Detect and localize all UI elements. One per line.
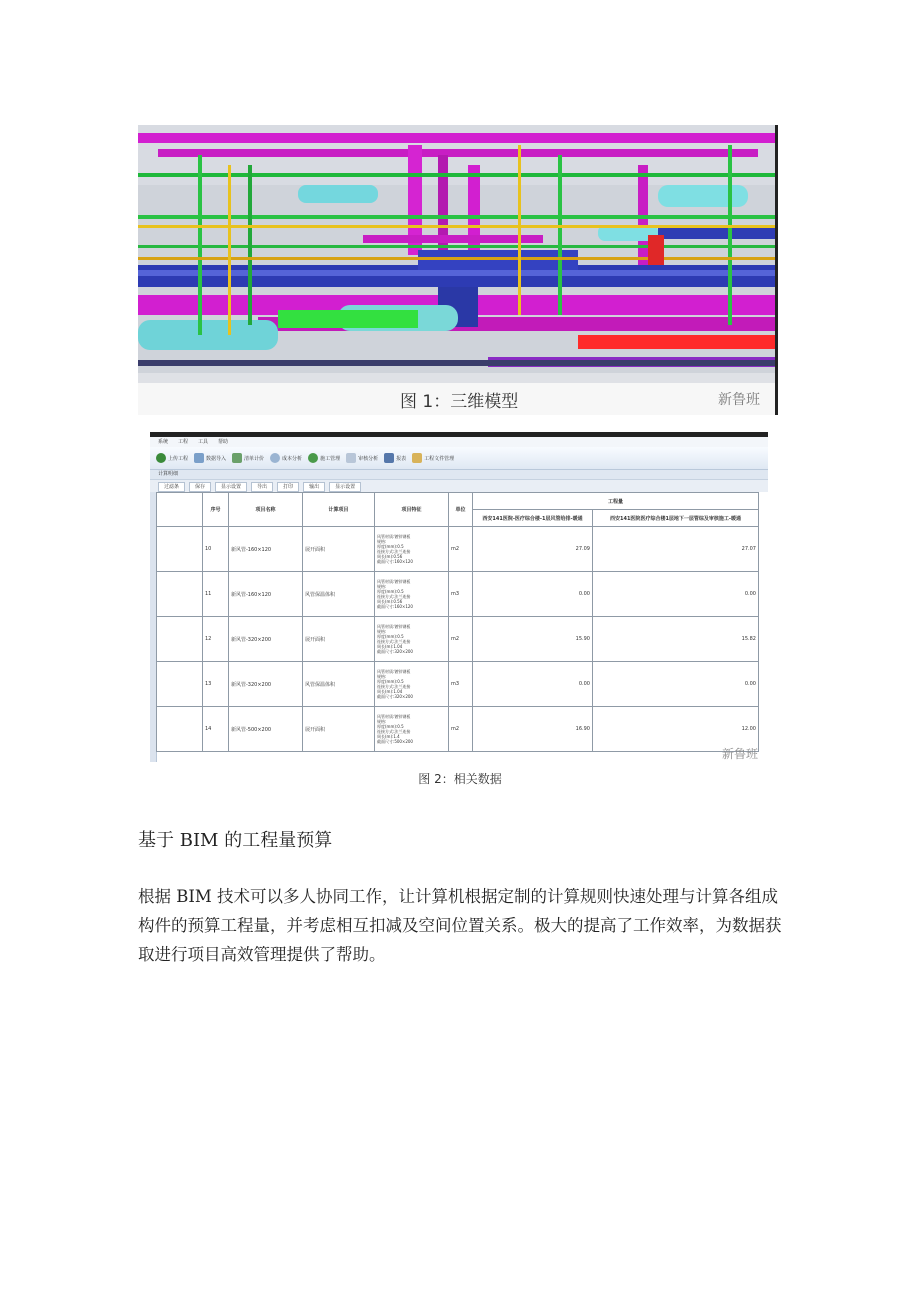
cell-item: 风管保温体积 [303,572,375,617]
cell-no: 11 [203,572,229,617]
cell-no: 14 [203,707,229,752]
cell-no: 12 [203,617,229,662]
cell-unit: m2 [449,527,473,572]
menu-item-project[interactable]: 工程 [178,439,189,445]
report-icon [384,453,394,463]
menu-item-help[interactable]: 帮助 [218,439,229,445]
figure2-caption: 图 2：相关数据 [418,772,502,786]
col-header-name: 项目名称 [229,493,303,527]
cell-item: 展开面积 [303,707,375,752]
pricing-icon [232,453,242,463]
cell-value-2: 0.00 [593,572,759,617]
cell-name: 新风管-160×120 [229,527,303,572]
table-row[interactable] [157,572,759,617]
cell-features: 风管材质:镀锌钢板 规格: 厚度(mm):0.5 连接方式:法兰连接 周长(m):1.4 截面尺寸:500×200 [375,707,449,752]
col-header-unit: 单位 [449,493,473,527]
print-button[interactable]: 打印 [277,482,299,492]
col-header-no: 序号 [203,493,229,527]
cell-name: 新风管-320×200 [229,662,303,707]
menu-bar [150,437,768,447]
section-heading: 基于 BIM 的工程量预算 [138,830,333,851]
search-icon [270,453,280,463]
col-header-features: 项目特征 [375,493,449,527]
cell-unit: m3 [449,662,473,707]
display-settings-button-2[interactable]: 显示设置 [329,482,361,492]
report-button[interactable]: 报表 [384,453,406,463]
cell-value-2: 12.00 [593,707,759,752]
menu-item-tools[interactable]: 工具 [198,439,209,445]
bill-pricing-button[interactable]: 清单计价 [232,453,264,463]
col-header-item: 计算项目 [303,493,375,527]
cell-unit: m2 [449,707,473,752]
export-button[interactable]: 导出 [251,482,273,492]
cell-features: 风管材质:镀锌钢板 规格: 厚度(mm):0.5 连接方式:法兰连接 周长(m):1.04 截面尺寸:320×200 [375,617,449,662]
table-row[interactable] [157,527,759,572]
figure1-border [775,125,778,415]
cell-name: 新风管-160×120 [229,572,303,617]
col-header-model-1: 西安141医院-医疗综合楼-1层风管给排-暖通 [473,510,593,527]
cell-item: 展开面积 [303,527,375,572]
table-area [150,492,768,762]
cell-item: 风管保温体积 [303,662,375,707]
panel-title: 计算明细 [150,470,768,480]
cell-unit: m2 [449,617,473,662]
table-row[interactable] [157,617,759,662]
3d-pipe-model-image [138,125,778,383]
figure1-caption-bar [138,383,778,415]
menu-item-system[interactable]: 系统 [158,439,169,445]
construction-management-button[interactable]: 施工管理 [308,453,340,463]
cell-no: 10 [203,527,229,572]
cost-analysis-button[interactable]: 成本分析 [270,453,302,463]
upload-icon [156,453,166,463]
cell-no: 13 [203,662,229,707]
cell-unit: m3 [449,572,473,617]
figure2-watermark: 新鲁班 [721,747,758,761]
figure1-watermark: 新鲁班 [718,392,760,408]
col-group-quantity: 工程量 [473,493,759,510]
table-row[interactable] [157,662,759,707]
cell-features: 风管材质:镀锌钢板 规格: 厚度(mm):0.5 连接方式:法兰连接 周长(m):1.04 截面尺寸:320×200 [375,662,449,707]
cell-name: 新风管-500×200 [229,707,303,752]
table-row[interactable] [157,707,759,752]
filter-dropdown[interactable]: 过滤条 [158,482,185,492]
audit-analysis-button[interactable]: 审核分析 [346,453,378,463]
table-header-row [157,493,759,510]
cell-value-2: 27.07 [593,527,759,572]
cell-value-1: 0.00 [473,662,593,707]
cell-value-1: 16.90 [473,707,593,752]
display-settings-button[interactable]: 显示设置 [215,482,247,492]
cell-value-2: 0.00 [593,662,759,707]
upload-project-button[interactable]: 上传工程 [156,453,188,463]
cell-value-2: 15.82 [593,617,759,662]
figure-software-screenshot [150,432,768,762]
output-dropdown[interactable]: 输出 [303,482,325,492]
cell-value-1: 27.09 [473,527,593,572]
save-button[interactable]: 保存 [189,482,211,492]
data-import-button[interactable]: 数据导入 [194,453,226,463]
cell-value-1: 0.00 [473,572,593,617]
import-icon [194,453,204,463]
figure-3d-model [138,125,778,415]
document-icon [346,453,356,463]
cell-item: 展开面积 [303,617,375,662]
main-toolbar [150,447,768,470]
blank-header [157,493,203,527]
cell-features: 风管材质:镀锌钢板 规格: 厚度(mm):0.5 连接方式:法兰连接 周长(m):0.56 截面尺寸:160×120 [375,572,449,617]
quantity-table [156,492,759,752]
col-header-model-2: 西安141医院医疗综合楼1层地下一层管综及审核施工-暖通 [593,510,759,527]
project-file-management-button[interactable]: 工程文件管理 [412,453,454,463]
cell-value-1: 15.90 [473,617,593,662]
cell-features: 风管材质:镀锌钢板 规格: 厚度(mm):0.5 连接方式:法兰连接 周长(m):0.56 截面尺寸:160×120 [375,527,449,572]
figure1-caption: 图 1：三维模型 [400,392,519,412]
section-paragraph: 根据 BIM 技术可以多人协同工作，让计算机根据定制的计算规则快速处理与计算各组成构件的预算工程量，并考虑相互扣减及空间位置关系。极大的提高了工作效率，为数据获取进行项目高效管理提供了帮助。 [138,887,782,964]
gear-icon [308,453,318,463]
cell-name: 新风管-320×200 [229,617,303,662]
folder-icon [412,453,422,463]
